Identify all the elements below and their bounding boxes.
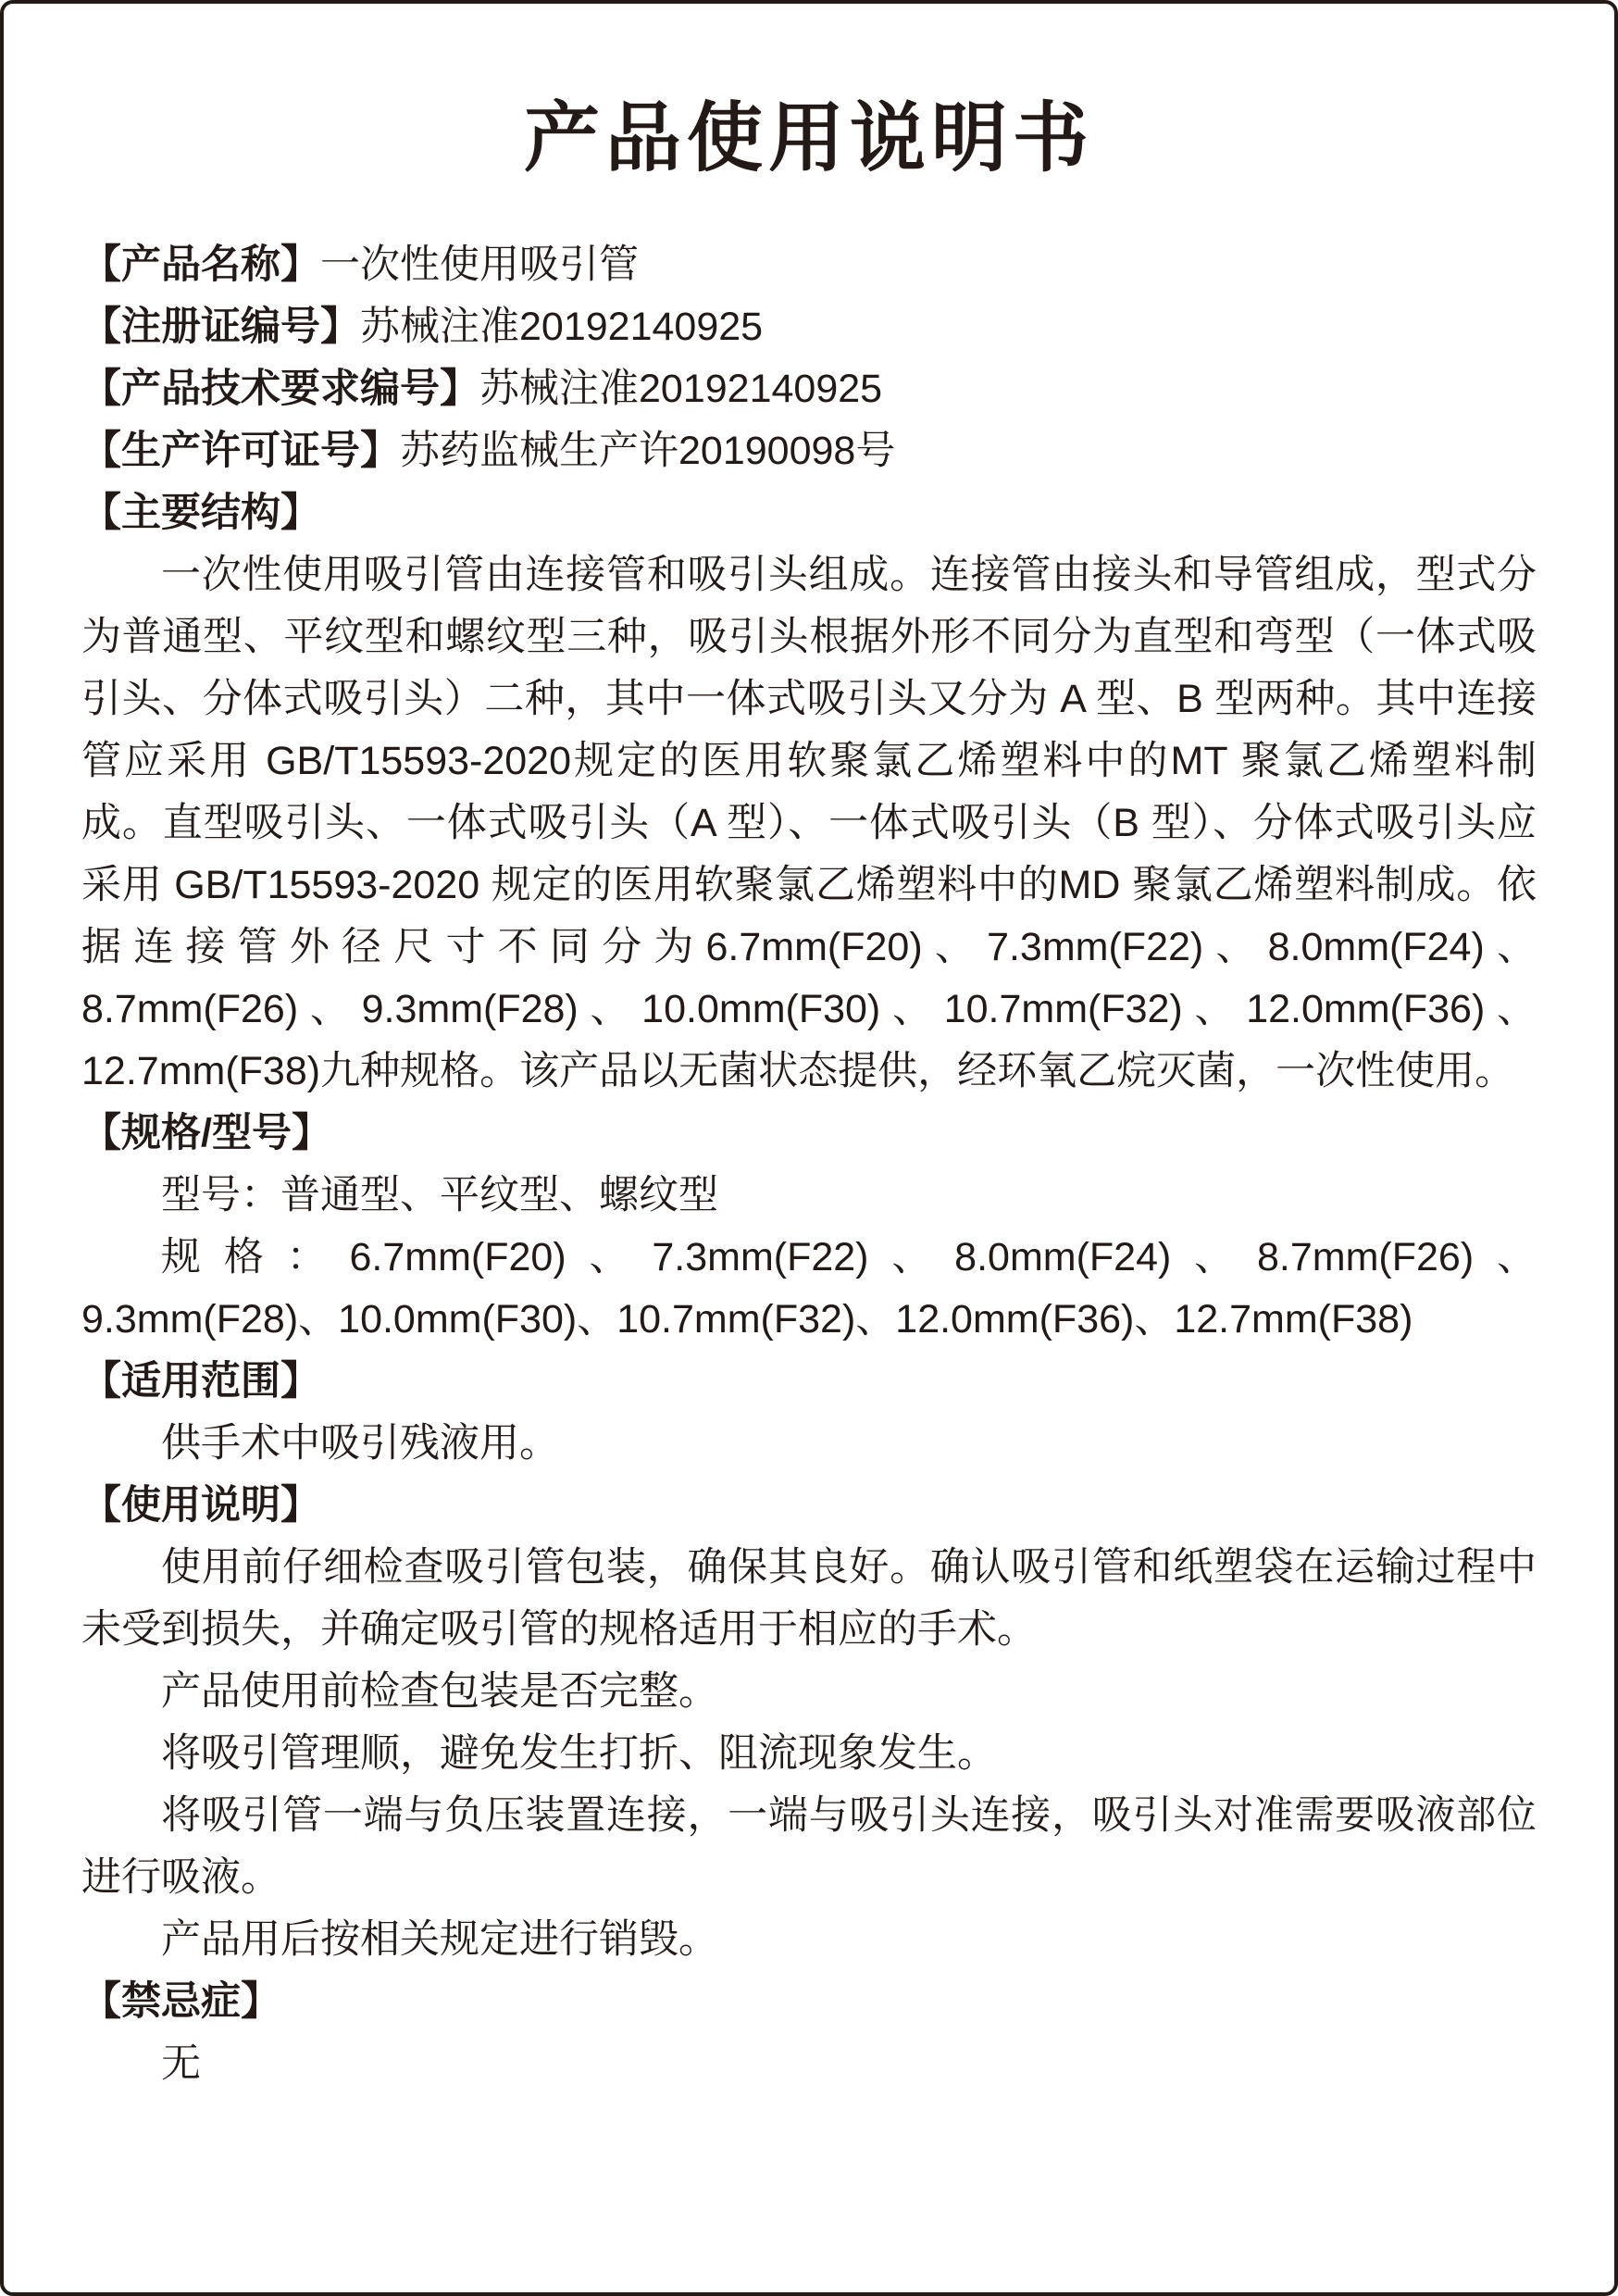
section-contraindications — [81, 1971, 1537, 2095]
paragraph-spec-sizes: 规格：6.7mm(F20)、7.3mm(F22)、8.0mm(F24)、8.7mm(F26)、9.3mm(F28)、10.0mm(F30)、10.7mm(F32)、12.0mm(F36)、12.7mm(F38) — [81, 1235, 1537, 1341]
info-line-registration-number — [81, 296, 1537, 358]
section-heading-contraindications: 【禁忌症】 — [81, 1979, 280, 2024]
section-heading-main-structure: 【主要结构】 — [81, 491, 320, 535]
paragraph-scope-of-use: 供手术中吸引残液用。 — [161, 1421, 559, 1466]
paragraph-model-types: 型号：普通型、平纹型、螺纹型 — [161, 1173, 718, 1217]
section-heading-scope-of-use: 【适用范围】 — [81, 1359, 320, 1404]
info-label-production-license-number: 【生产许可证号】 — [81, 429, 400, 473]
info-value-product-name: 一次性使用吸引管 — [320, 243, 639, 287]
paragraph-usage-disposal: 产品用后按相关规定进行销毁。 — [161, 1917, 718, 1962]
info-value-technical-requirement-number: 苏械注准20192140925 — [479, 367, 883, 411]
page-title: 产品使用说明书 — [523, 96, 1094, 181]
section-usage-instructions — [81, 1475, 1537, 1971]
info-value-registration-number: 苏械注准20192140925 — [360, 305, 764, 349]
info-label-registration-number: 【注册证编号】 — [81, 305, 360, 349]
section-main-structure — [81, 482, 1537, 1103]
info-line-technical-requirement-number — [81, 358, 1537, 420]
section-scope-of-use — [81, 1351, 1537, 1475]
section-spec-model — [81, 1103, 1537, 1351]
info-label-product-name: 【产品名称】 — [81, 243, 320, 287]
section-heading-usage-instructions: 【使用说明】 — [81, 1483, 320, 1528]
paragraph-usage-connect-suction: 将吸引管一端与负压装置连接，一端与吸引头连接，吸引头对准需要吸液部位进行吸液。 — [81, 1793, 1537, 1900]
info-line-product-name — [81, 234, 1537, 296]
section-heading-spec-model: 【规格/型号】 — [81, 1111, 331, 1155]
paragraph-usage-check-packaging: 使用前仔细检查吸引管包装，确保其良好。确认吸引管和纸塑袋在运输过程中未受到损失，并确定吸引管的规格适用于相应的手术。 — [81, 1545, 1537, 1652]
paragraph-usage-check-integrity: 产品使用前检查包装是否完整。 — [161, 1669, 718, 1714]
paragraph-usage-straighten-tube: 将吸引管理顺，避免发生打折、阻流现象发生。 — [161, 1731, 997, 1776]
info-label-technical-requirement-number: 【产品技术要求编号】 — [81, 367, 479, 411]
paragraph-main-structure: 一次性使用吸引管由连接管和吸引头组成。连接管由接头和导管组成，型式分为普通型、平纹型和螺纹型三种，吸引头根据外形不同分为直型和弯型（一体式吸引头、分体式吸引头）二种，其中一体式吸引头又分为 A 型、B 型两种。其中连接管应采用 GB/T15593-2020规定的医用软聚氯乙烯塑料中的MT 聚氯乙烯塑料制成。直型吸引头、一体式吸引头（A 型）、一体式吸引头（B 型）、分体式吸引头应采用 GB/T15593-2020 规定的医用软聚氯乙烯塑料中的MD 聚氯乙烯塑料制成。依据连接管外径尺寸不同分为6.7mm(F20)、7.3mm(F22)、8.0mm(F24)、8.7mm(F26)、9.3mm(F28)、10.0mm(F30)、10.7mm(F32)、12.0mm(F36)、12.7mm(F38)九种规格。该产品以无菌状态提供，经环氧乙烷灭菌，一次性使用。 — [81, 553, 1537, 1093]
info-value-production-license-number: 苏药监械生产许20190098号 — [400, 429, 896, 473]
paragraph-contraindications-none: 无 — [161, 2041, 201, 2086]
info-line-production-license-number — [81, 420, 1537, 482]
